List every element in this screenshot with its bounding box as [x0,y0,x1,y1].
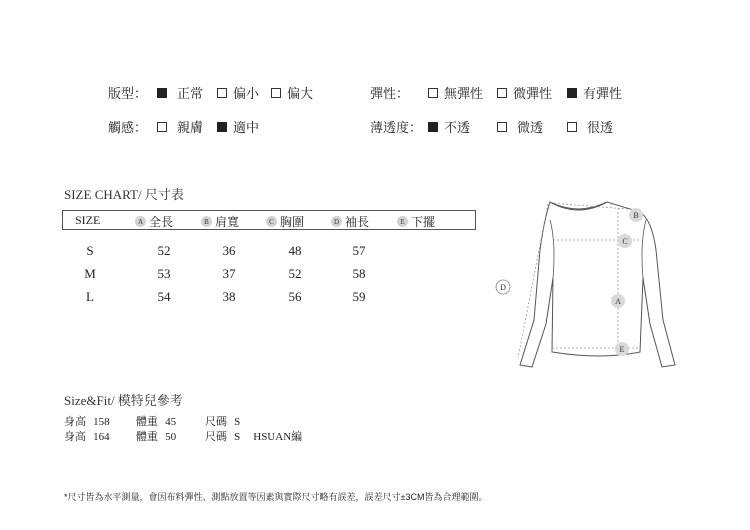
feel-option-medium: 適中 [217,117,259,136]
marker-e-icon: E [397,216,408,227]
table-cell: 37 [222,266,236,281]
model-2-size: 尺碼 S HSUAN編 [205,431,303,443]
model-1-size: 尺碼 S [205,416,241,428]
checked-box-icon [217,122,227,132]
column-header-length: A 全長 [135,213,173,230]
column-header-hem: E 下擺 [397,213,435,230]
unchecked-box-icon [497,122,507,132]
sheerness-option-opaque: 不透 [428,117,470,136]
unchecked-box-icon [157,122,167,132]
fit-option-small: 偏小 [217,83,259,102]
table-cell: 58 [352,266,366,281]
garment-diagram [490,190,705,375]
size-chart-header [62,210,476,230]
measurement-note: *尺寸皆為水平測量，會因布料彈性、測點放置等因素與實際尺寸略有誤差，誤差尺寸±3CM皆為合理範圍。 [64,492,488,502]
fit-label: 版型： [108,86,148,101]
table-cell: 52 [157,243,171,258]
sheerness-option-very: 很透 [567,117,613,136]
marker-d-icon: D [331,216,342,227]
marker-b-icon: B [201,216,212,227]
elasticity-label: 彈性： [370,86,410,101]
size-chart-title: SIZE CHART/ 尺寸表 [64,187,184,202]
model-1-weight: 體重 45 [136,416,177,428]
fit-option-normal: 正常 [157,83,203,102]
checked-box-icon [157,88,167,98]
sheerness-label: 薄透度： [370,120,423,135]
row-size-l: L [86,289,94,304]
feel-option-skin: 親膚 [157,117,203,136]
table-cell: 53 [157,266,171,281]
size-fit-title: Size&Fit/ 模特兒參考 [64,393,183,408]
sheerness-option-slight: 微透 [497,117,543,136]
elasticity-option-yes: 有彈性 [567,83,622,102]
table-cell: 56 [288,289,302,304]
model-2-weight: 體重 50 [136,431,177,443]
checked-box-icon [567,88,577,98]
column-header-sleeve: D 袖長 [331,213,369,230]
table-cell: 52 [288,266,302,281]
marker-a-label: A [615,297,621,306]
marker-d-label: D [500,283,506,292]
table-cell: 54 [157,289,171,304]
table-cell: 38 [222,289,236,304]
table-cell: 57 [352,243,366,258]
fit-option-large: 偏大 [271,83,313,102]
unchecked-box-icon [497,88,507,98]
model-1-height: 身高 158 [64,416,110,428]
table-cell: 59 [352,289,366,304]
table-cell: 36 [222,243,236,258]
marker-a-icon: A [135,216,146,227]
checked-box-icon [428,122,438,132]
marker-b-label: B [633,211,639,220]
column-header-chest: C 胸圍 [266,213,304,230]
elasticity-option-slight: 微彈性 [497,83,552,102]
marker-c-icon: C [266,216,277,227]
marker-e-label: E [619,345,625,354]
row-size-s: S [86,243,94,258]
unchecked-box-icon [428,88,438,98]
model-2-height: 身高 164 [64,431,110,443]
unchecked-box-icon [271,88,281,98]
size-header-label: SIZE [75,213,101,227]
marker-c-label: C [622,237,628,246]
model-2-name: HSUAN編 [253,431,303,443]
row-size-m: M [84,266,96,281]
elasticity-option-none: 無彈性 [428,83,483,102]
column-header-shoulder: B 肩寬 [201,213,239,230]
unchecked-box-icon [567,122,577,132]
unchecked-box-icon [217,88,227,98]
feel-label: 觸感： [108,120,148,135]
table-cell: 48 [288,243,302,258]
